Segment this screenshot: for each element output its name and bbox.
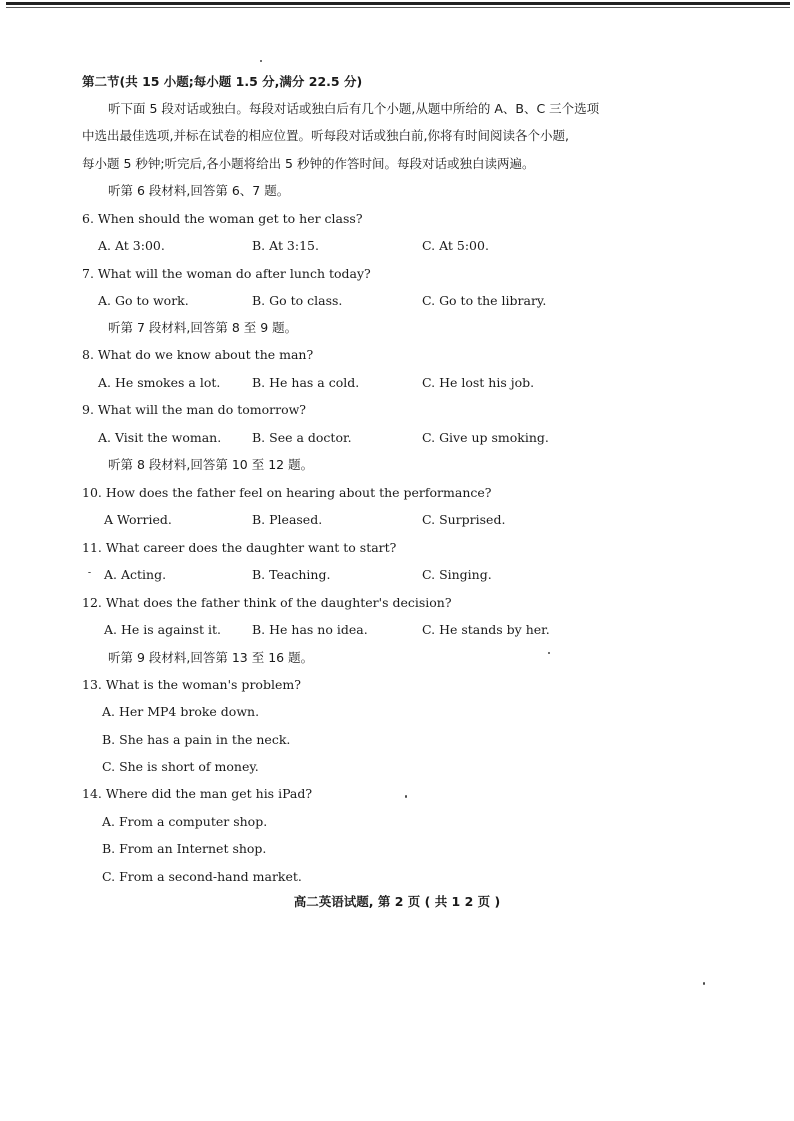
instruction-line-1: 听下面 5 段对话或独白。每段对话或独白后有几个小题,从题中所给的 A、B、C 三个选项 [108,101,600,116]
scan-speck [260,60,262,62]
question-stem: 7. What will the woman do after lunch today? [82,266,371,281]
option-a: A. From a computer shop. [102,814,268,829]
scan-speck [548,652,550,654]
instruction-line-3: 每小题 5 秒钟;听完后,各小题将给出 5 秒钟的作答时间。每段对话或独白读两遍。 [82,156,535,171]
question-stem: 11. What career does the daughter want to start? [82,540,397,555]
question-stem: 10. How does the father feel on hearing about the performance? [82,485,492,500]
option-b: B. At 3:15. [252,238,319,253]
option-b: B. He has no idea. [252,622,368,637]
group-intro: 听第 8 段材料,回答第 10 至 12 题。 [108,457,314,472]
scan-border-line [6,7,790,8]
option-a: A. Go to work. [98,293,189,308]
question-stem: 13. What is the woman's problem? [82,677,301,692]
option-c: C. Go to the library. [422,293,547,308]
option-a: A. He is against it. [104,622,221,637]
option-c: C. From a second-hand market. [102,869,302,884]
option-a: A. He smokes a lot. [98,375,221,390]
question-stem: 12. What does the father think of the daughter's decision? [82,595,452,610]
instruction-line-2: 中选出最佳选项,并标在试卷的相应位置。听每段对话或独白前,你将有时间阅读各个小题, [82,128,569,143]
option-c: C. At 5:00. [422,238,489,253]
page-footer: 高二英语试题, 第 2 页 ( 共 1 2 页 ) [293,894,501,909]
option-a: A Worried. [104,512,172,527]
option-b: B. See a doctor. [252,430,352,445]
section-heading: 第二节(共 15 小题;每小题 1.5 分,满分 22.5 分) [82,74,363,89]
scan-border-top [6,2,790,5]
option-a: A. At 3:00. [98,238,165,253]
option-b: B. From an Internet shop. [102,841,267,856]
option-c: C. Surprised. [422,512,506,527]
option-c: C. He stands by her. [422,622,550,637]
option-b: B. Teaching. [252,567,331,582]
scan-speck [703,982,705,985]
scan-speck [88,572,91,573]
option-c: C. She is short of money. [102,759,259,774]
question-stem: 14. Where did the man get his iPad? [82,786,313,801]
group-intro: 听第 9 段材料,回答第 13 至 16 题。 [108,650,314,665]
question-stem: 8. What do we know about the man? [82,347,314,362]
option-a: A. Her MP4 broke down. [102,704,260,719]
option-b: B. He has a cold. [252,375,360,390]
option-a: A. Visit the woman. [98,430,222,445]
question-stem: 6. When should the woman get to her class? [82,211,363,226]
option-c: C. Give up smoking. [422,430,549,445]
option-b: B. Pleased. [252,512,323,527]
option-b: B. Go to class. [252,293,343,308]
option-c: C. Singing. [422,567,492,582]
option-c: C. He lost his job. [422,375,535,390]
group-intro: 听第 7 段材料,回答第 8 至 9 题。 [108,320,298,335]
group-intro: 听第 6 段材料,回答第 6、7 题。 [108,183,290,198]
option-b: B. She has a pain in the neck. [102,732,291,747]
question-stem: 9. What will the man do tomorrow? [82,402,306,417]
scan-speck [405,795,407,798]
option-a: A. Acting. [104,567,167,582]
